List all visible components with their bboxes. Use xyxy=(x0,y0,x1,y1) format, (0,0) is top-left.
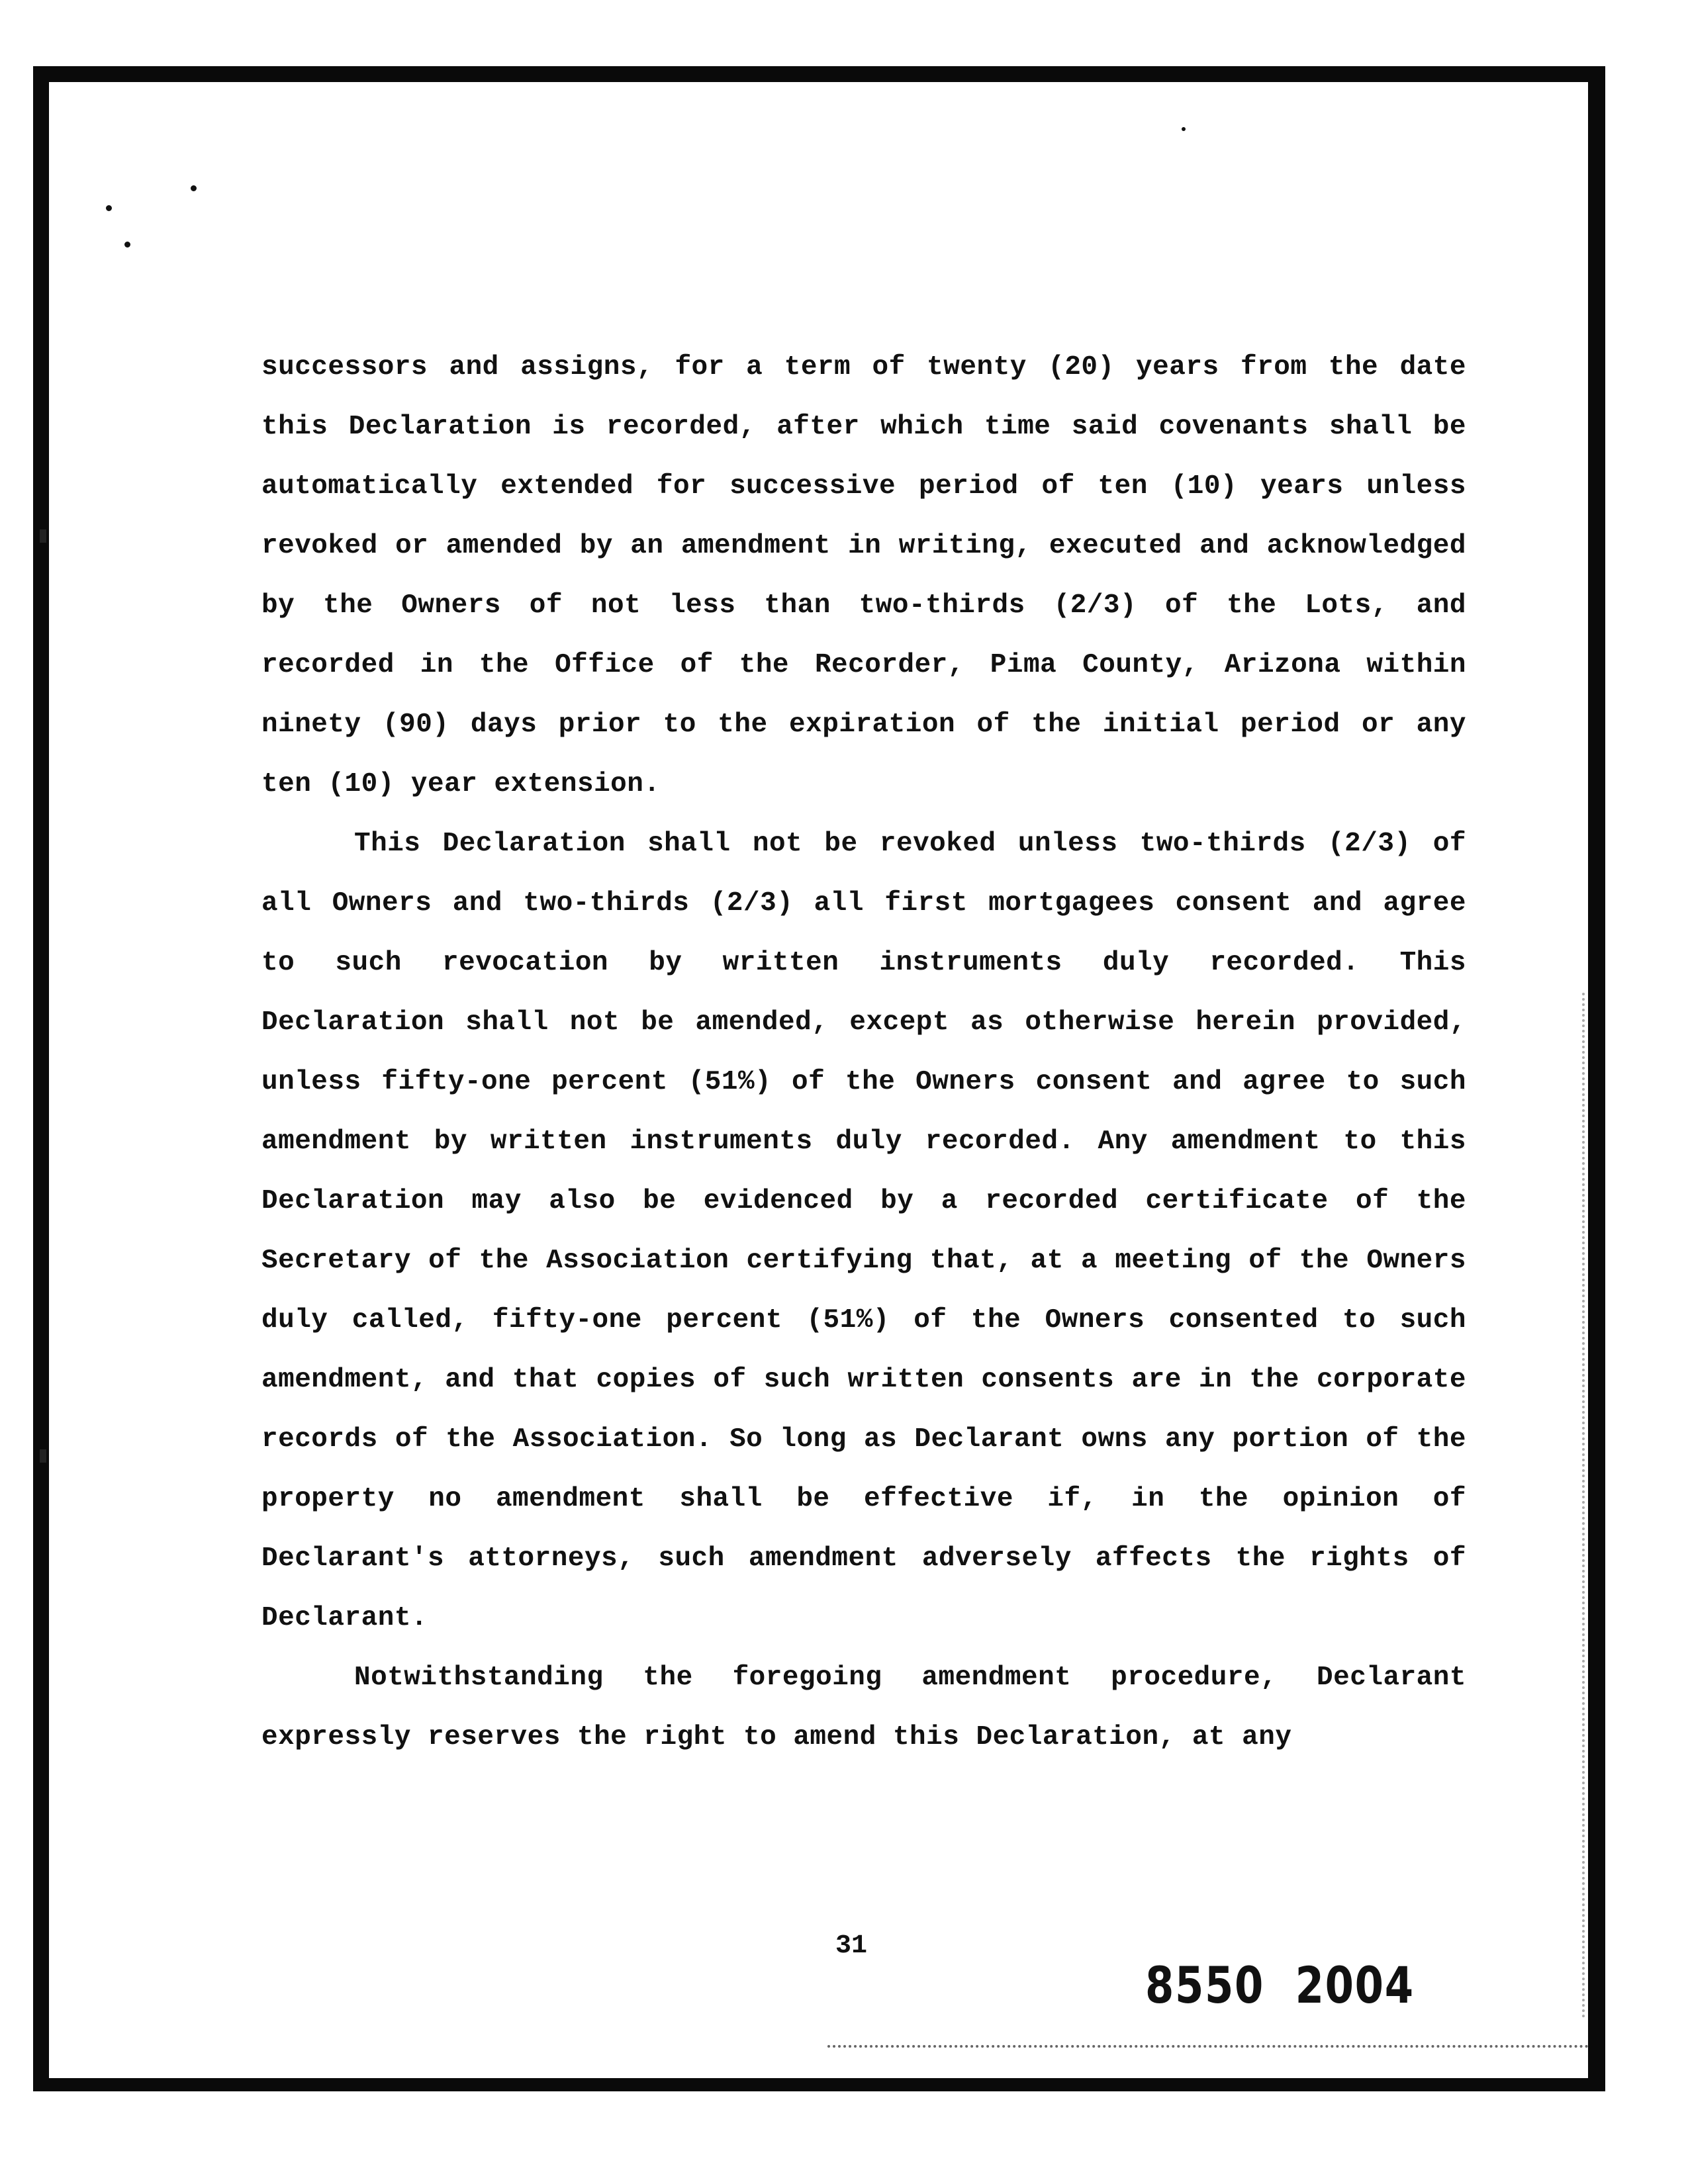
scan-speck xyxy=(124,242,130,248)
paragraph-reservation: Notwithstanding the foregoing amendment procedure, Declarant expressly reserves the right to amend this Declaration, at any xyxy=(261,1662,1466,1752)
recording-stamp: 8550 2004 xyxy=(1145,1956,1415,2015)
scan-noise xyxy=(1582,993,1590,2019)
document-body xyxy=(261,338,1466,1767)
scan-speck xyxy=(1182,127,1186,131)
scan-edge-mark xyxy=(40,1449,46,1463)
page-number: 31 xyxy=(835,1931,868,1961)
paragraph-term: successors and assigns, for a term of twenty (20) years from the date this Declaration is recorded, after which time said covenants shall be automatically extended for successive period of ten (10) years unless revoked or amended by an amendment in writing, executed and acknowledged by the Owners of not less than two-thirds (2/3) of the Lots, and recorded in the Office of the Recorder, Pima County, Arizona within ninety (90) days prior to the expiration of the initial period or any ten (10) year extension. xyxy=(261,352,1466,799)
scan-speck xyxy=(191,185,197,191)
scan-speck xyxy=(106,205,112,211)
scan-noise xyxy=(827,2045,1589,2048)
paragraph-revocation: This Declaration shall not be revoked unless two-thirds (2/3) of all Owners and two-thirds (2/3) all first mortgagees consent and agree to such revocation by written instruments duly recorded. This Declaration shall not be amended, except as otherwise herein provided, unless fifty-one percent (51%) of the Owners consent and agree to such amendment by written instruments duly recorded. Any amendment to this Declaration may also be evidenced by a recorded certificate of the Secretary of the Association certifying that, at a meeting of the Owners duly called, fifty-one percent (51%) of the Owners consented to such amendment, and that copies of such written consents are in the corporate records of the Association. So long as Declarant owns any portion of the property no amendment shall be effective if, in the opinion of Declarant's attorneys, such amendment adversely affects the rights of Declarant. xyxy=(261,829,1466,1633)
scan-edge-mark xyxy=(40,529,46,543)
